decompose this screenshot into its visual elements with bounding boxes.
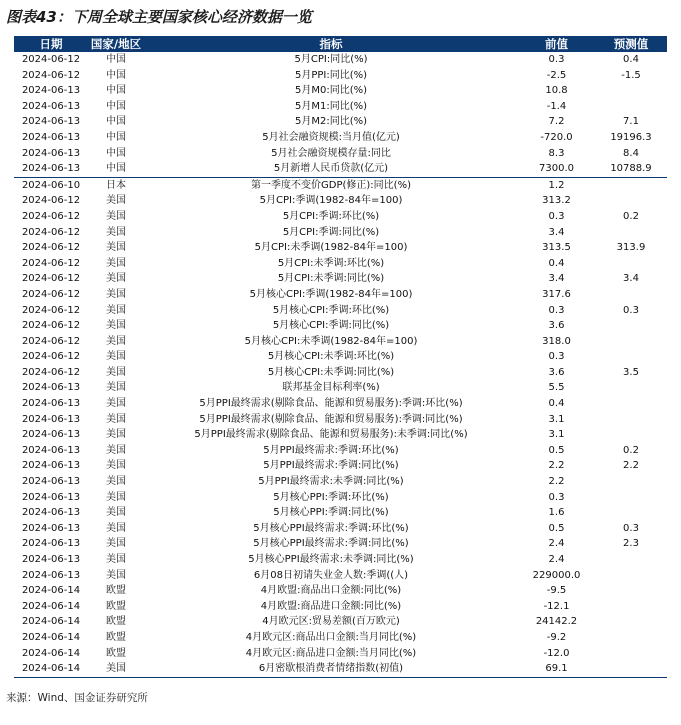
cell-forecast	[595, 396, 667, 412]
table-body	[14, 52, 667, 677]
cell-previous: 24142.2	[535, 616, 578, 628]
table-row	[14, 536, 667, 552]
table-row	[14, 146, 667, 162]
cell-date: 2024-06-13	[21, 413, 81, 425]
table-row	[14, 52, 667, 68]
cell-forecast: 19196.3	[610, 131, 652, 143]
table-row	[14, 365, 667, 381]
table-row	[14, 271, 667, 287]
table-row	[14, 256, 667, 272]
table-row	[14, 521, 667, 537]
cell-forecast	[595, 83, 667, 99]
cell-indicator: 5月CPI:季调:环比(%)	[282, 210, 380, 222]
header-date: 日期	[39, 37, 63, 51]
cell-date: 2024-06-12	[21, 195, 81, 207]
cell-previous: -1.4	[546, 100, 567, 112]
table-row	[14, 161, 667, 177]
cell-previous: 5.5	[548, 382, 565, 394]
table-row	[14, 287, 667, 303]
cell-indicator: 联邦基金目标利率(%)	[282, 382, 380, 394]
cell-indicator: 4月欧元区:贸易差额(百万欧元)	[262, 616, 400, 628]
cell-forecast	[595, 474, 667, 490]
cell-previous: 3.4	[548, 273, 565, 285]
cell-previous: 7300.0	[539, 163, 574, 175]
table-row	[14, 334, 667, 350]
table-row	[14, 225, 667, 241]
cell-indicator: 5月PPI最终需求:季调:同比(%)	[263, 460, 399, 472]
cell-previous: 1.6	[548, 507, 565, 519]
cell-forecast: 2.3	[623, 538, 639, 550]
cell-country: 美国	[106, 226, 126, 238]
header-previous: 前值	[545, 37, 568, 51]
cell-country: 美国	[106, 398, 126, 410]
cell-indicator: 5月核心CPI:季调:环比(%)	[272, 304, 390, 316]
page-title: 图表43：下周全球主要国家核心经济数据一览	[6, 8, 312, 26]
cell-forecast: -1.5	[621, 69, 641, 81]
table-row	[14, 318, 667, 334]
cell-previous: -12.0	[543, 647, 570, 659]
table-row	[14, 490, 667, 506]
cell-forecast: 0.2	[623, 210, 639, 222]
cell-country: 欧盟	[106, 616, 126, 628]
table-row	[14, 614, 667, 630]
cell-previous: 3.4	[548, 226, 565, 238]
cell-indicator: 第一季度不变价GDP(修正):同比(%)	[251, 179, 411, 191]
cell-country: 欧盟	[106, 585, 126, 597]
cell-country: 美国	[106, 366, 126, 378]
cell-date: 2024-06-13	[21, 538, 81, 550]
cell-previous: 317.6	[542, 288, 571, 300]
table-row	[14, 630, 667, 646]
cell-indicator: 5月核心CPI:未季调(1982-84年=100)	[244, 335, 418, 347]
cell-indicator: 5月社会融资规模:当月值(亿元)	[262, 131, 400, 143]
cell-country: 中国	[106, 69, 126, 81]
cell-date: 2024-06-14	[21, 585, 81, 597]
cell-forecast	[595, 334, 667, 350]
cell-date: 2024-06-13	[21, 163, 81, 175]
cell-country: 美国	[106, 273, 126, 285]
cell-indicator: 5月社会融资规模存量:同比	[271, 147, 391, 159]
cell-previous: 0.4	[548, 257, 565, 269]
cell-previous: 313.5	[542, 242, 571, 254]
cell-indicator: 5月核心PPI:季调:环比(%)	[273, 491, 389, 503]
cell-forecast	[595, 583, 667, 599]
table-bottom-border	[14, 677, 667, 678]
cell-indicator: 5月新增人民币贷款(亿元)	[273, 163, 389, 175]
table-row	[14, 349, 667, 365]
cell-date: 2024-06-13	[21, 382, 81, 394]
cell-date: 2024-06-12	[21, 351, 81, 363]
cell-indicator: 5月CPI:未季调(1982-84年=100)	[254, 242, 408, 254]
cell-forecast: 2.2	[623, 460, 639, 472]
cell-forecast: 3.5	[623, 366, 639, 378]
cell-forecast	[595, 178, 667, 194]
cell-forecast	[595, 505, 667, 521]
cell-date: 2024-06-14	[21, 663, 81, 675]
cell-date: 2024-06-12	[21, 54, 81, 65]
cell-country: 美国	[106, 335, 126, 347]
cell-forecast	[595, 380, 667, 396]
cell-country: 日本	[106, 179, 126, 191]
cell-previous: -9.2	[546, 631, 567, 643]
cell-indicator: 5月核心PPI最终需求:未季调:同比(%)	[248, 554, 414, 565]
cell-previous: 0.4	[548, 398, 565, 410]
cell-forecast	[595, 599, 667, 615]
cell-previous: 2.4	[548, 538, 565, 550]
cell-previous: 2.2	[548, 460, 565, 472]
cell-forecast: 8.4	[623, 147, 639, 159]
table-row	[14, 427, 667, 443]
cell-country: 美国	[106, 663, 126, 675]
table-row	[14, 443, 667, 459]
table-header	[14, 36, 667, 52]
cell-previous: 69.1	[545, 663, 568, 675]
cell-previous: 1.2	[548, 179, 565, 191]
cell-forecast: 10788.9	[610, 163, 652, 175]
cell-previous: 3.1	[548, 413, 565, 425]
cell-date: 2024-06-13	[21, 444, 81, 456]
cell-date: 2024-06-14	[21, 631, 81, 643]
cell-forecast	[595, 552, 667, 568]
cell-country: 美国	[106, 257, 126, 269]
cell-date: 2024-06-12	[21, 273, 81, 285]
table-row	[14, 646, 667, 662]
cell-forecast	[595, 490, 667, 506]
cell-country: 美国	[106, 476, 126, 488]
cell-indicator: 5月PPI最终需求:季调:环比(%)	[263, 444, 399, 456]
cell-country: 美国	[106, 522, 126, 534]
cell-forecast	[595, 225, 667, 241]
cell-indicator: 5月M2:同比(%)	[294, 116, 368, 128]
cell-previous: -2.5	[546, 69, 567, 81]
cell-country: 美国	[106, 195, 126, 207]
cell-previous: 3.6	[548, 366, 565, 378]
cell-forecast: 0.3	[623, 304, 639, 316]
cell-country: 中国	[106, 54, 126, 65]
cell-date: 2024-06-12	[21, 335, 81, 347]
cell-indicator: 5月CPI:季调:同比(%)	[282, 226, 380, 238]
table-row	[14, 99, 667, 115]
cell-country: 美国	[106, 351, 126, 363]
cell-country: 中国	[106, 116, 126, 128]
cell-country: 中国	[106, 163, 126, 175]
cell-previous: 0.5	[548, 444, 565, 456]
cell-indicator: 5月PPI最终需求(剔除食品、能源和贸易服务):季调:环比(%)	[199, 398, 463, 410]
cell-previous: 0.3	[548, 210, 565, 222]
cell-indicator: 5月PPI:同比(%)	[294, 69, 368, 81]
cell-country: 美国	[106, 538, 126, 550]
table-row	[14, 83, 667, 99]
cell-forecast	[595, 646, 667, 662]
cell-country: 美国	[106, 554, 126, 565]
cell-forecast: 313.9	[616, 242, 646, 254]
cell-previous: 0.3	[548, 304, 565, 316]
cell-forecast	[595, 318, 667, 334]
cell-country: 美国	[106, 413, 126, 425]
cell-previous: 0.3	[548, 351, 565, 363]
table-row	[14, 209, 667, 225]
cell-indicator: 5月M0:同比(%)	[294, 85, 368, 97]
header-forecast: 预测值	[613, 37, 649, 51]
table-row	[14, 583, 667, 599]
cell-previous: -720.0	[540, 131, 573, 143]
cell-date: 2024-06-12	[21, 242, 81, 254]
cell-date: 2024-06-12	[21, 69, 81, 81]
cell-date: 2024-06-13	[21, 100, 81, 112]
cell-forecast	[595, 661, 667, 677]
source-note: 来源：Wind、国金证券研究所	[6, 692, 148, 704]
cell-date: 2024-06-13	[21, 476, 81, 488]
cell-forecast: 0.4	[623, 54, 639, 65]
cell-forecast	[595, 630, 667, 646]
cell-country: 美国	[106, 304, 126, 316]
cell-previous: 318.0	[542, 335, 571, 347]
cell-forecast	[595, 99, 667, 115]
cell-date: 2024-06-12	[21, 210, 81, 222]
cell-previous: 313.2	[542, 195, 571, 207]
cell-country: 中国	[106, 147, 126, 159]
cell-date: 2024-06-14	[21, 600, 81, 612]
cell-country: 中国	[106, 100, 126, 112]
table-row	[14, 661, 667, 677]
cell-previous: 0.5	[548, 522, 565, 534]
cell-forecast	[595, 568, 667, 584]
cell-indicator: 5月核心PPI:季调:同比(%)	[273, 507, 389, 519]
cell-date: 2024-06-14	[21, 647, 81, 659]
cell-indicator: 5月核心CPI:季调:同比(%)	[272, 320, 390, 332]
cell-date: 2024-06-13	[21, 569, 81, 581]
cell-forecast	[595, 256, 667, 272]
cell-date: 2024-06-12	[21, 226, 81, 238]
cell-forecast: 0.2	[623, 444, 639, 456]
cell-indicator: 5月PPI最终需求(剔除食品、能源和贸易服务):未季调:同比(%)	[194, 429, 468, 441]
cell-country: 美国	[106, 382, 126, 394]
cell-indicator: 5月CPI:未季调:环比(%)	[277, 257, 385, 269]
cell-previous: 0.3	[548, 54, 565, 65]
cell-forecast	[595, 427, 667, 443]
cell-country: 美国	[106, 491, 126, 503]
cell-previous: 2.2	[548, 476, 565, 488]
economic-data-table	[14, 36, 667, 678]
cell-date: 2024-06-12	[21, 320, 81, 332]
cell-indicator: 5月核心CPI:未季调:环比(%)	[267, 351, 395, 363]
cell-previous: 8.3	[548, 147, 565, 159]
cell-forecast	[595, 614, 667, 630]
table-row	[14, 412, 667, 428]
cell-indicator: 5月M1:同比(%)	[294, 100, 368, 112]
cell-country: 美国	[106, 460, 126, 472]
cell-previous: -12.1	[543, 600, 570, 612]
cell-forecast	[595, 349, 667, 365]
cell-date: 2024-06-13	[21, 116, 81, 128]
cell-date: 2024-06-13	[21, 507, 81, 519]
cell-forecast	[595, 287, 667, 303]
cell-country: 欧盟	[106, 631, 126, 643]
cell-indicator: 4月欧盟:商品进口金额:同比(%)	[260, 600, 402, 612]
cell-country: 欧盟	[106, 647, 126, 659]
cell-date: 2024-06-13	[21, 398, 81, 410]
table-row	[14, 458, 667, 474]
cell-country: 美国	[106, 507, 126, 519]
cell-previous: -9.5	[546, 585, 567, 597]
cell-country: 美国	[106, 242, 126, 254]
cell-forecast: 7.1	[623, 116, 639, 128]
cell-date: 2024-06-13	[21, 85, 81, 97]
cell-date: 2024-06-12	[21, 366, 81, 378]
table-row	[14, 240, 667, 256]
cell-forecast	[595, 193, 667, 209]
cell-indicator: 4月欧盟:商品出口金额:同比(%)	[260, 585, 402, 597]
table-row	[14, 193, 667, 209]
table-row	[14, 396, 667, 412]
cell-indicator: 5月CPI:同比(%)	[294, 54, 368, 65]
cell-previous: 3.1	[548, 429, 565, 441]
cell-indicator: 5月PPI最终需求:未季调:同比(%)	[258, 476, 404, 488]
table-row	[14, 130, 667, 146]
cell-indicator: 5月核心PPI最终需求:季调:同比(%)	[253, 538, 409, 550]
table-row	[14, 505, 667, 521]
cell-date: 2024-06-13	[21, 460, 81, 472]
cell-previous: 10.8	[545, 85, 568, 97]
cell-indicator: 5月核心PPI最终需求:季调:环比(%)	[253, 522, 409, 534]
cell-indicator: 6月08日初请失业金人数:季调((人)	[253, 569, 409, 581]
cell-indicator: 5月核心CPI:季调(1982-84年=100)	[249, 288, 413, 300]
cell-country: 美国	[106, 429, 126, 441]
cell-country: 美国	[106, 320, 126, 332]
cell-indicator: 5月PPI最终需求(剔除食品、能源和贸易服务):季调:同比(%)	[199, 413, 463, 425]
cell-previous: 229000.0	[532, 569, 581, 581]
table-row	[14, 474, 667, 490]
cell-date: 2024-06-14	[21, 616, 81, 628]
table-row	[14, 552, 667, 568]
cell-date: 2024-06-12	[21, 304, 81, 316]
cell-forecast: 0.3	[623, 522, 639, 534]
cell-country: 美国	[106, 288, 126, 300]
cell-country: 美国	[106, 210, 126, 222]
table-row	[14, 599, 667, 615]
table-row	[14, 303, 667, 319]
cell-indicator: 4月欧元区:商品进口金额:当月同比(%)	[245, 647, 417, 659]
table-row	[14, 380, 667, 396]
cell-date: 2024-06-12	[21, 257, 81, 269]
cell-date: 2024-06-13	[21, 429, 81, 441]
cell-indicator: 5月核心CPI:未季调:同比(%)	[267, 366, 395, 378]
cell-country: 中国	[106, 131, 126, 143]
cell-country: 美国	[106, 444, 126, 456]
cell-date: 2024-06-13	[21, 491, 81, 503]
cell-country: 欧盟	[106, 600, 126, 612]
table-row	[14, 68, 667, 84]
cell-indicator: 4月欧元区:商品出口金额:当月同比(%)	[245, 631, 417, 643]
header-indicator: 指标	[319, 37, 343, 51]
cell-previous: 7.2	[548, 116, 565, 128]
table-row	[14, 114, 667, 130]
table-row	[14, 568, 667, 584]
header-country: 国家/地区	[90, 37, 142, 51]
cell-date: 2024-06-13	[21, 554, 81, 565]
cell-previous: 0.3	[548, 491, 565, 503]
cell-forecast: 3.4	[623, 273, 639, 285]
cell-indicator: 5月CPI:季调(1982-84年=100)	[259, 195, 403, 207]
cell-previous: 2.4	[548, 554, 565, 565]
cell-country: 中国	[106, 85, 126, 97]
cell-date: 2024-06-10	[21, 179, 81, 191]
cell-date: 2024-06-13	[21, 131, 81, 143]
cell-date: 2024-06-12	[21, 288, 81, 300]
cell-forecast	[595, 412, 667, 428]
cell-indicator: 5月CPI:未季调:同比(%)	[277, 273, 385, 285]
cell-date: 2024-06-13	[21, 522, 81, 534]
cell-country: 美国	[106, 569, 126, 581]
cell-previous: 3.6	[548, 320, 565, 332]
cell-indicator: 6月密歇根消费者情绪指数(初值)	[258, 663, 404, 675]
cell-date: 2024-06-13	[21, 147, 81, 159]
table-row	[14, 177, 667, 194]
